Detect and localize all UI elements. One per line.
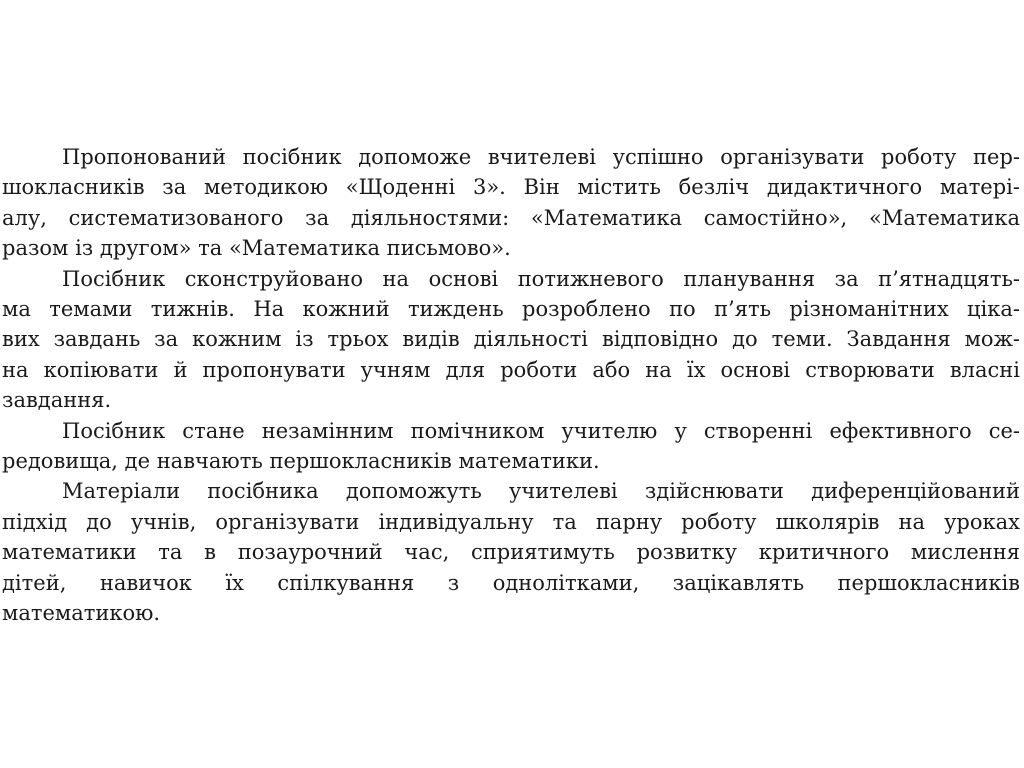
paragraph-4 [2, 476, 1020, 628]
paragraph-line: на копіювати й пропонувати учням для роботи або на їх основі створювати власні [2, 357, 1020, 382]
paragraph-line: Матеріали посібника допоможуть учителеві здійснювати диференційований [62, 479, 1020, 504]
paragraph-line: вих завдань за кожним із трьох видів діяльності відповідно до теми. Завдання мож- [2, 327, 1020, 352]
paragraph-line: Посібник сконструйовано на основі потижневого планування за п’ятнадцять- [62, 266, 1020, 291]
paragraph-line: підхід до учнів, організувати індивідуальну та парну роботу школярів на уроках [2, 509, 1020, 534]
paragraph-line: завдання. [2, 388, 112, 413]
paragraph-line: математикою. [2, 601, 161, 626]
paragraph-line: Посібник стане незамінним помічником учителю у створенні ефективного се- [62, 418, 1020, 443]
paragraph-line: редовища, де навчають першокласників математики. [2, 449, 600, 474]
paragraph-line: разом із другом» та «Математика письмово». [2, 236, 511, 261]
paragraph-line: математики та в позаурочний час, сприятимуть розвитку критичного мислення [2, 540, 1020, 565]
paragraph-line: шокласників за методикою «Щоденні 3». Він містить безліч дидактичного матері- [2, 175, 1020, 200]
paragraph-line: Пропонований посібник допоможе вчителеві успішно організувати роботу пер- [62, 145, 1020, 169]
paragraph-3 [2, 416, 1020, 477]
paragraph-line: алу, систематизованого за діяльностями: «Математика самостійно», «Математика [2, 205, 1020, 230]
paragraph-line: ма темами тижнів. На кожний тиждень розроблено по п’ять різноманітних ціка- [2, 297, 1020, 322]
paragraph-1 [2, 142, 1020, 264]
paragraph-line: дітей, навичок їх спілкування з однолітками, зацікавлять першокласників [2, 570, 1020, 595]
paragraph-2 [2, 264, 1020, 416]
document-text [2, 142, 1020, 629]
